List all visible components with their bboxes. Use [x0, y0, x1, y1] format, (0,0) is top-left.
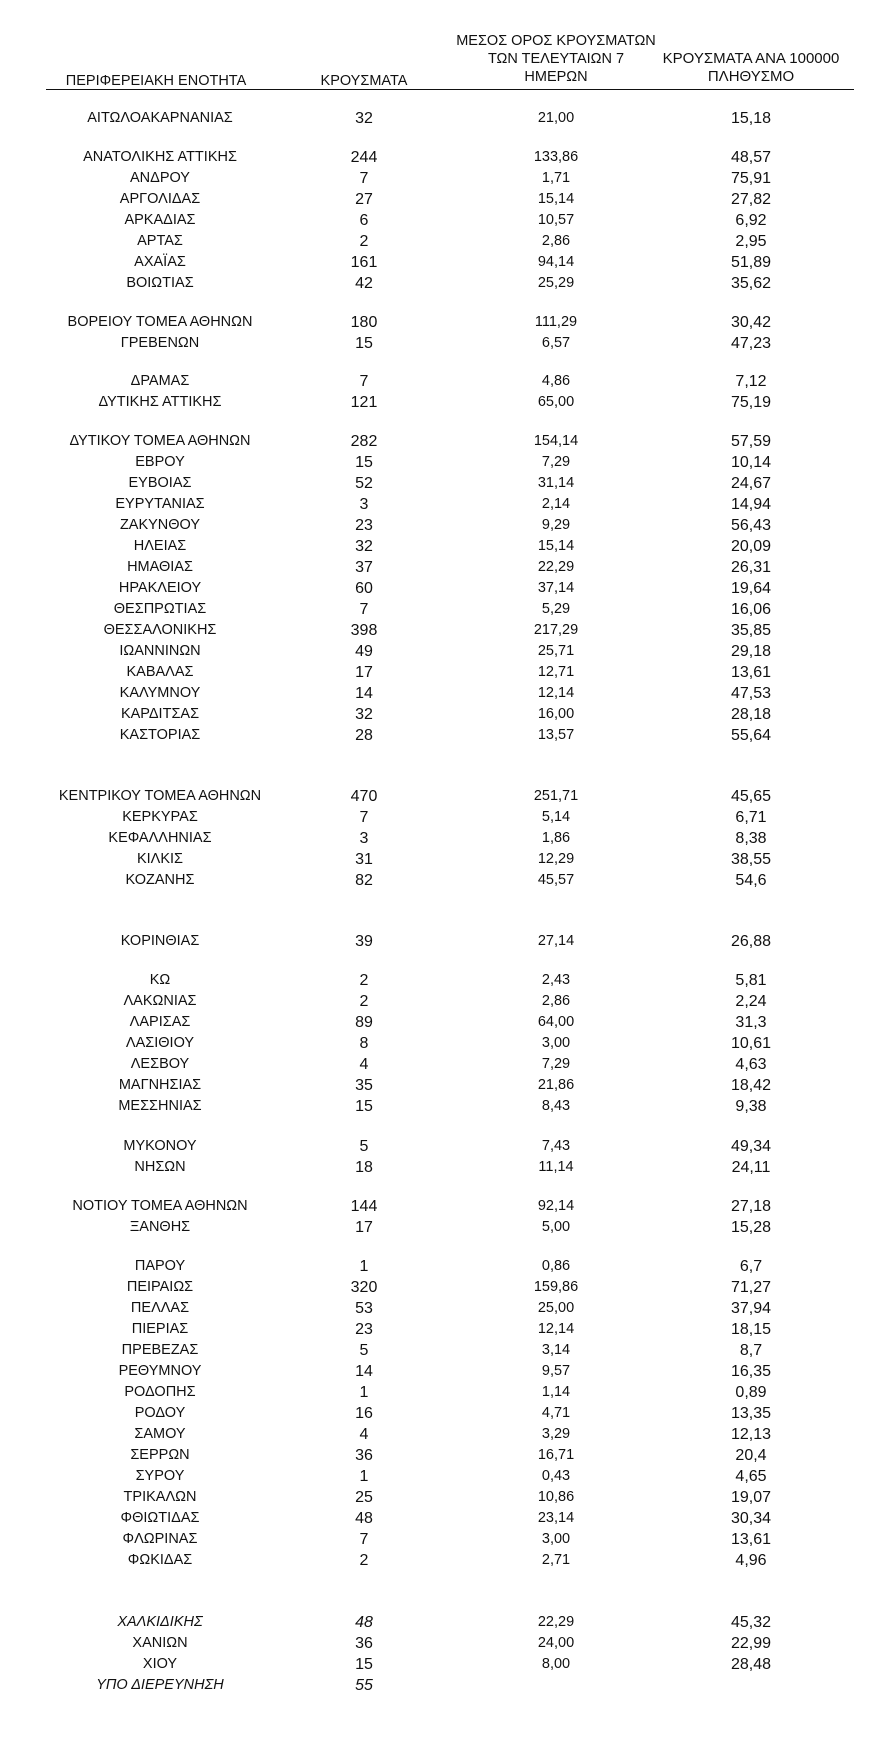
per-100k-value: 75,91: [730, 170, 772, 187]
region-name: ΛΑΣΙΘΙΟΥ: [125, 1035, 195, 1051]
cases-value: 23: [355, 517, 373, 534]
avg-7day-value: 13,57: [537, 727, 575, 743]
region-name: ΜΕΣΣΗΝΙΑΣ: [118, 1098, 202, 1114]
cases-value: 18: [355, 1159, 373, 1176]
region-name: ΠΙΕΡΙΑΣ: [131, 1321, 189, 1337]
per-100k-value: 28,48: [730, 1656, 772, 1673]
per-100k-value: 9,38: [735, 1098, 767, 1115]
per-100k-value: 75,19: [730, 394, 772, 411]
cases-value: 3: [359, 496, 369, 513]
cases-value: 23: [355, 1321, 373, 1338]
region-name: ΛΑΚΩΝΙΑΣ: [123, 993, 197, 1009]
per-100k-value: 0,89: [735, 1384, 767, 1401]
per-100k-value: 26,31: [730, 559, 772, 576]
region-name: ΝΟΤΙΟΥ ΤΟΜΕΑ ΑΘΗΝΩΝ: [72, 1198, 248, 1214]
per-100k-value: 54,6: [735, 872, 767, 889]
region-name: ΠΑΡΟΥ: [134, 1258, 186, 1274]
cases-value: 2: [359, 1552, 369, 1569]
per-100k-value: 57,59: [730, 433, 772, 450]
cases-value: 52: [355, 475, 373, 492]
avg-7day-value: 2,71: [541, 1552, 571, 1568]
per-100k-value: 10,14: [730, 454, 772, 471]
region-name: ΚΩ: [149, 972, 171, 988]
cases-value: 60: [355, 580, 373, 597]
region-name: ΚΑΣΤΟΡΙΑΣ: [119, 727, 201, 743]
cases-value: 5: [359, 1342, 369, 1359]
per-100k-value: 4,96: [735, 1552, 767, 1569]
avg-7day-value: 5,14: [541, 809, 571, 825]
cases-value: 32: [355, 110, 373, 127]
avg-7day-value: 94,14: [537, 254, 575, 270]
region-name: ΒΟΡΕΙΟΥ ΤΟΜΕΑ ΑΘΗΝΩΝ: [67, 314, 253, 330]
cases-value: 49: [355, 643, 373, 660]
cases-value: 7: [359, 373, 369, 390]
per-100k-value: 31,3: [735, 1014, 767, 1031]
per-100k-value: 16,35: [730, 1363, 772, 1380]
per-100k-value: 19,64: [730, 580, 772, 597]
region-name: ΦΩΚΙΔΑΣ: [127, 1552, 193, 1568]
per-100k-value: 14,94: [730, 496, 772, 513]
region-name: ΙΩΑΝΝΙΝΩΝ: [119, 643, 201, 659]
region-name: ΓΡΕΒΕΝΩΝ: [120, 335, 200, 351]
region-name: ΦΘΙΩΤΙΔΑΣ: [120, 1510, 200, 1526]
region-name: ΑΡΤΑΣ: [137, 233, 183, 249]
header-avg-7-days: [446, 32, 666, 86]
cases-value: 14: [355, 1363, 373, 1380]
region-name: ΧΑΛΚΙΔΙΚΗΣ: [117, 1614, 203, 1630]
cases-value: 244: [350, 149, 378, 166]
cases-value: 16: [355, 1405, 373, 1422]
region-name: ΧΙΟΥ: [142, 1656, 178, 1672]
avg-7day-value: 10,57: [537, 212, 575, 228]
region-name: ΑΧΑΪΑΣ: [134, 254, 186, 270]
region-name: ΑΡΓΟΛΙΔΑΣ: [119, 191, 201, 207]
avg-7day-value: 25,00: [537, 1300, 575, 1316]
region-name: ΡΕΘΥΜΝΟΥ: [118, 1363, 202, 1379]
per-100k-value: 45,32: [730, 1614, 772, 1631]
region-name: ΗΜΑΘΙΑΣ: [127, 559, 193, 575]
region-name: ΕΥΒΟΙΑΣ: [128, 475, 192, 491]
per-100k-value: 8,7: [739, 1342, 763, 1359]
cases-value: 15: [355, 335, 373, 352]
region-name: ΣΥΡΟΥ: [135, 1468, 185, 1484]
cases-value: 27: [355, 191, 373, 208]
region-name: ΡΟΔΟΥ: [134, 1405, 186, 1421]
per-100k-value: 4,63: [735, 1056, 767, 1073]
avg-7day-value: 25,29: [537, 275, 575, 291]
cases-value: 42: [355, 275, 373, 292]
cases-value: 15: [355, 1656, 373, 1673]
avg-7day-value: 7,29: [541, 1056, 571, 1072]
region-name: ΑΡΚΑΔΙΑΣ: [124, 212, 196, 228]
region-name: ΚΑΡΔΙΤΣΑΣ: [120, 706, 200, 722]
region-name: ΠΕΛΛΑΣ: [130, 1300, 190, 1316]
region-name: ΖΑΚΥΝΘΟΥ: [119, 517, 201, 533]
region-name: ΗΡΑΚΛΕΙΟΥ: [118, 580, 202, 596]
per-100k-value: 20,4: [735, 1447, 767, 1464]
per-100k-value: 6,71: [735, 809, 767, 826]
avg-7day-value: 3,29: [541, 1426, 571, 1442]
region-name: ΔΥΤΙΚΟΥ ΤΟΜΕΑ ΑΘΗΝΩΝ: [69, 433, 251, 449]
region-name: ΞΑΝΘΗΣ: [129, 1219, 191, 1235]
avg-7day-value: 5,29: [541, 601, 571, 617]
per-100k-value: 49,34: [730, 1138, 772, 1155]
avg-7day-value: 154,14: [533, 433, 579, 449]
per-100k-value: 6,92: [735, 212, 767, 229]
per-100k-value: 2,95: [735, 233, 767, 250]
region-name: ΚΙΛΚΙΣ: [136, 851, 184, 867]
per-100k-value: 56,43: [730, 517, 772, 534]
per-100k-value: 47,53: [730, 685, 772, 702]
header-per-line2: ΠΛΗΘΥΣΜΟ: [707, 68, 795, 85]
per-100k-value: 35,62: [730, 275, 772, 292]
per-100k-value: 38,55: [730, 851, 772, 868]
avg-7day-value: 16,00: [537, 706, 575, 722]
per-100k-value: 55,64: [730, 727, 772, 744]
avg-7day-value: 1,14: [541, 1384, 571, 1400]
per-100k-value: 8,38: [735, 830, 767, 847]
cases-value: 36: [355, 1447, 373, 1464]
avg-7day-value: 23,14: [537, 1510, 575, 1526]
header-rule: [46, 89, 854, 90]
per-100k-value: 19,07: [730, 1489, 772, 1506]
per-100k-value: 35,85: [730, 622, 772, 639]
per-100k-value: 51,89: [730, 254, 772, 271]
avg-7day-value: 3,00: [541, 1531, 571, 1547]
region-name: ΑΝΔΡΟΥ: [130, 170, 190, 186]
avg-7day-value: 12,14: [537, 685, 575, 701]
avg-7day-value: 37,14: [537, 580, 575, 596]
avg-7day-value: 9,29: [541, 517, 571, 533]
cases-value: 53: [355, 1300, 373, 1317]
per-100k-value: 22,99: [730, 1635, 772, 1652]
avg-7day-value: 15,14: [537, 538, 575, 554]
cases-value: 5: [359, 1138, 369, 1155]
avg-7day-value: 6,57: [541, 335, 571, 351]
per-100k-value: 5,81: [735, 972, 767, 989]
header-avg-line1: ΜΕΣΟΣ ΟΡΟΣ ΚΡΟΥΣΜΑΤΩΝ: [456, 33, 656, 49]
region-name: ΚΑΒΑΛΑΣ: [126, 664, 194, 680]
per-100k-value: 6,7: [739, 1258, 763, 1275]
cases-value: 3: [359, 830, 369, 847]
region-name: ΥΠΟ ΔΙΕΡΕΥΝΗΣΗ: [96, 1677, 224, 1693]
header-avg-line3: ΗΜΕΡΩΝ: [524, 69, 588, 85]
cases-value: 7: [359, 1531, 369, 1548]
avg-7day-value: 21,00: [537, 110, 575, 126]
avg-7day-value: 2,86: [541, 993, 571, 1009]
cases-value: 144: [350, 1198, 378, 1215]
per-100k-value: 29,18: [730, 643, 772, 660]
region-name: ΠΡΕΒΕΖΑΣ: [121, 1342, 199, 1358]
region-name: ΛΑΡΙΣΑΣ: [129, 1014, 191, 1030]
avg-7day-value: 1,71: [541, 170, 571, 186]
avg-7day-value: 2,43: [541, 972, 571, 988]
avg-7day-value: 64,00: [537, 1014, 575, 1030]
avg-7day-value: 3,14: [541, 1342, 571, 1358]
avg-7day-value: 159,86: [533, 1279, 579, 1295]
region-name: ΕΒΡΟΥ: [135, 454, 185, 470]
cases-value: 15: [355, 454, 373, 471]
per-100k-value: 13,61: [730, 1531, 772, 1548]
region-name: ΛΕΣΒΟΥ: [130, 1056, 190, 1072]
avg-7day-value: 10,86: [537, 1489, 575, 1505]
cases-value: 7: [359, 601, 369, 618]
cases-value: 180: [350, 314, 378, 331]
avg-7day-value: 7,43: [541, 1138, 571, 1154]
cases-value: 1: [359, 1258, 369, 1275]
cases-value: 15: [355, 1098, 373, 1115]
per-100k-value: 18,42: [730, 1077, 772, 1094]
region-name: ΘΕΣΣΑΛΟΝΙΚΗΣ: [103, 622, 217, 638]
avg-7day-value: 2,14: [541, 496, 571, 512]
region-name: ΚΕΝΤΡΙΚΟΥ ΤΟΜΕΑ ΑΘΗΝΩΝ: [58, 788, 262, 804]
avg-7day-value: 1,86: [541, 830, 571, 846]
cases-value: 1: [359, 1468, 369, 1485]
cases-value: 48: [355, 1510, 373, 1527]
region-name: ΕΥΡΥΤΑΝΙΑΣ: [115, 496, 205, 512]
avg-7day-value: 7,29: [541, 454, 571, 470]
cases-value: 161: [350, 254, 378, 271]
per-100k-value: 15,18: [730, 110, 772, 127]
cases-value: 7: [359, 170, 369, 187]
avg-7day-value: 5,00: [541, 1219, 571, 1235]
avg-7day-value: 65,00: [537, 394, 575, 410]
region-name: ΚΟΡΙΝΘΙΑΣ: [120, 933, 200, 949]
cases-value: 121: [350, 394, 378, 411]
cases-value: 14: [355, 685, 373, 702]
avg-7day-value: 92,14: [537, 1198, 575, 1214]
per-100k-value: 27,18: [730, 1198, 772, 1215]
cases-value: 4: [359, 1426, 369, 1443]
region-name: ΔΡΑΜΑΣ: [130, 373, 190, 389]
per-100k-value: 15,28: [730, 1219, 772, 1236]
region-name: ΗΛΕΙΑΣ: [133, 538, 187, 554]
per-100k-value: 27,82: [730, 191, 772, 208]
avg-7day-value: 4,86: [541, 373, 571, 389]
per-100k-value: 24,11: [731, 1159, 771, 1176]
avg-7day-value: 24,00: [537, 1635, 575, 1651]
cases-value: 32: [355, 706, 373, 723]
cases-value: 89: [355, 1014, 373, 1031]
cases-value: 25: [355, 1489, 373, 1506]
per-100k-value: 12,13: [730, 1426, 772, 1443]
avg-7day-value: 31,14: [537, 475, 575, 491]
cases-value: 7: [359, 809, 369, 826]
header-region: ΠΕΡΙΦΕΡΕΙΑΚΗ ΕΝΟΤΗΤΑ: [65, 73, 247, 89]
per-100k-value: 37,94: [730, 1300, 772, 1317]
header-avg-line2: ΤΩΝ ΤΕΛΕΥΤΑΙΩΝ 7: [487, 51, 625, 67]
per-100k-value: 13,61: [730, 664, 772, 681]
avg-7day-value: 4,71: [541, 1405, 571, 1421]
cases-value: 55: [355, 1677, 373, 1694]
cases-value: 282: [350, 433, 378, 450]
cases-value: 17: [355, 664, 373, 681]
region-name: ΣΕΡΡΩΝ: [130, 1447, 190, 1463]
per-100k-value: 48,57: [730, 149, 772, 166]
cases-value: 6: [359, 212, 369, 229]
cases-value: 2: [359, 993, 369, 1010]
avg-7day-value: 27,14: [537, 933, 575, 949]
per-100k-value: 71,27: [730, 1279, 772, 1296]
region-name: ΤΡΙΚΑΛΩΝ: [123, 1489, 197, 1505]
per-100k-value: 13,35: [730, 1405, 772, 1422]
region-name: ΜΑΓΝΗΣΙΑΣ: [118, 1077, 202, 1093]
cases-value: 4: [359, 1056, 369, 1073]
avg-7day-value: 12,71: [537, 664, 575, 680]
per-100k-value: 16,06: [730, 601, 772, 618]
avg-7day-value: 12,14: [537, 1321, 575, 1337]
cases-value: 31: [355, 851, 373, 868]
avg-7day-value: 45,57: [537, 872, 575, 888]
cases-value: 320: [350, 1279, 378, 1296]
cases-value: 1: [359, 1384, 369, 1401]
avg-7day-value: 21,86: [537, 1077, 575, 1093]
per-100k-value: 2,24: [735, 993, 767, 1010]
cases-value: 8: [359, 1035, 369, 1052]
region-name: ΚΟΖΑΝΗΣ: [125, 872, 195, 888]
region-name: ΒΟΙΩΤΙΑΣ: [126, 275, 194, 291]
region-name: ΚΑΛΥΜΝΟΥ: [119, 685, 201, 701]
header-per-100k: [646, 50, 856, 86]
per-100k-value: 24,67: [730, 475, 772, 492]
cases-value: 48: [355, 1614, 373, 1631]
per-100k-value: 28,18: [730, 706, 772, 723]
avg-7day-value: 9,57: [541, 1363, 571, 1379]
avg-7day-value: 111,29: [534, 314, 578, 330]
per-100k-value: 26,88: [730, 933, 772, 950]
per-100k-value: 30,34: [730, 1510, 772, 1527]
cases-value: 37: [355, 559, 373, 576]
per-100k-value: 20,09: [730, 538, 772, 555]
cases-value: 35: [355, 1077, 373, 1094]
avg-7day-value: 8,00: [541, 1656, 571, 1672]
avg-7day-value: 0,43: [541, 1468, 571, 1484]
region-name: ΘΕΣΠΡΩΤΙΑΣ: [113, 601, 207, 617]
cases-value: 82: [355, 872, 373, 889]
avg-7day-value: 133,86: [533, 149, 579, 165]
avg-7day-value: 16,71: [537, 1447, 575, 1463]
avg-7day-value: 15,14: [537, 191, 575, 207]
region-name: ΚΕΦΑΛΛΗΝΙΑΣ: [108, 830, 212, 846]
per-100k-value: 45,65: [730, 788, 772, 805]
per-100k-value: 18,15: [730, 1321, 772, 1338]
per-100k-value: 30,42: [730, 314, 772, 331]
avg-7day-value: 11,14: [538, 1159, 574, 1175]
per-100k-value: 7,12: [735, 373, 767, 390]
avg-7day-value: 3,00: [541, 1035, 571, 1051]
region-name: ΚΕΡΚΥΡΑΣ: [122, 809, 198, 825]
avg-7day-value: 251,71: [533, 788, 579, 804]
cases-value: 470: [350, 788, 378, 805]
region-name: ΣΑΜΟΥ: [134, 1426, 186, 1442]
avg-7day-value: 22,29: [537, 1614, 575, 1630]
avg-7day-value: 25,71: [537, 643, 575, 659]
cases-value: 32: [355, 538, 373, 555]
cases-value: 39: [355, 933, 373, 950]
avg-7day-value: 22,29: [537, 559, 575, 575]
cases-value: 36: [355, 1635, 373, 1652]
per-100k-value: 47,23: [730, 335, 772, 352]
region-name: ΔΥΤΙΚΗΣ ΑΤΤΙΚΗΣ: [98, 394, 222, 410]
per-100k-value: 10,61: [730, 1035, 772, 1052]
cases-value: 398: [350, 622, 378, 639]
cases-value: 17: [355, 1219, 373, 1236]
region-name: ΦΛΩΡΙΝΑΣ: [122, 1531, 198, 1547]
region-name: ΝΗΣΩΝ: [134, 1159, 186, 1175]
header-cases: ΚΡΟΥΣΜΑΤΑ: [320, 73, 408, 89]
per-100k-value: 4,65: [735, 1468, 767, 1485]
region-name: ΑΙΤΩΛΟΑΚΑΡΝΑΝΙΑΣ: [87, 110, 233, 126]
avg-7day-value: 0,86: [541, 1258, 571, 1274]
region-name: ΜΥΚΟΝΟΥ: [123, 1138, 197, 1154]
region-name: ΠΕΙΡΑΙΩΣ: [126, 1279, 194, 1295]
region-name: ΡΟΔΟΠΗΣ: [124, 1384, 196, 1400]
cases-value: 28: [355, 727, 373, 744]
avg-7day-value: 12,29: [537, 851, 575, 867]
avg-7day-value: 8,43: [541, 1098, 571, 1114]
region-name: ΑΝΑΤΟΛΙΚΗΣ ΑΤΤΙΚΗΣ: [83, 149, 237, 165]
avg-7day-value: 217,29: [533, 622, 579, 638]
cases-value: 2: [359, 233, 369, 250]
cases-value: 2: [359, 972, 369, 989]
header-per-line1: ΚΡΟΥΣΜΑΤΑ ΑΝΑ 100000: [662, 50, 840, 67]
avg-7day-value: 2,86: [541, 233, 571, 249]
region-name: ΧΑΝΙΩΝ: [132, 1635, 188, 1651]
